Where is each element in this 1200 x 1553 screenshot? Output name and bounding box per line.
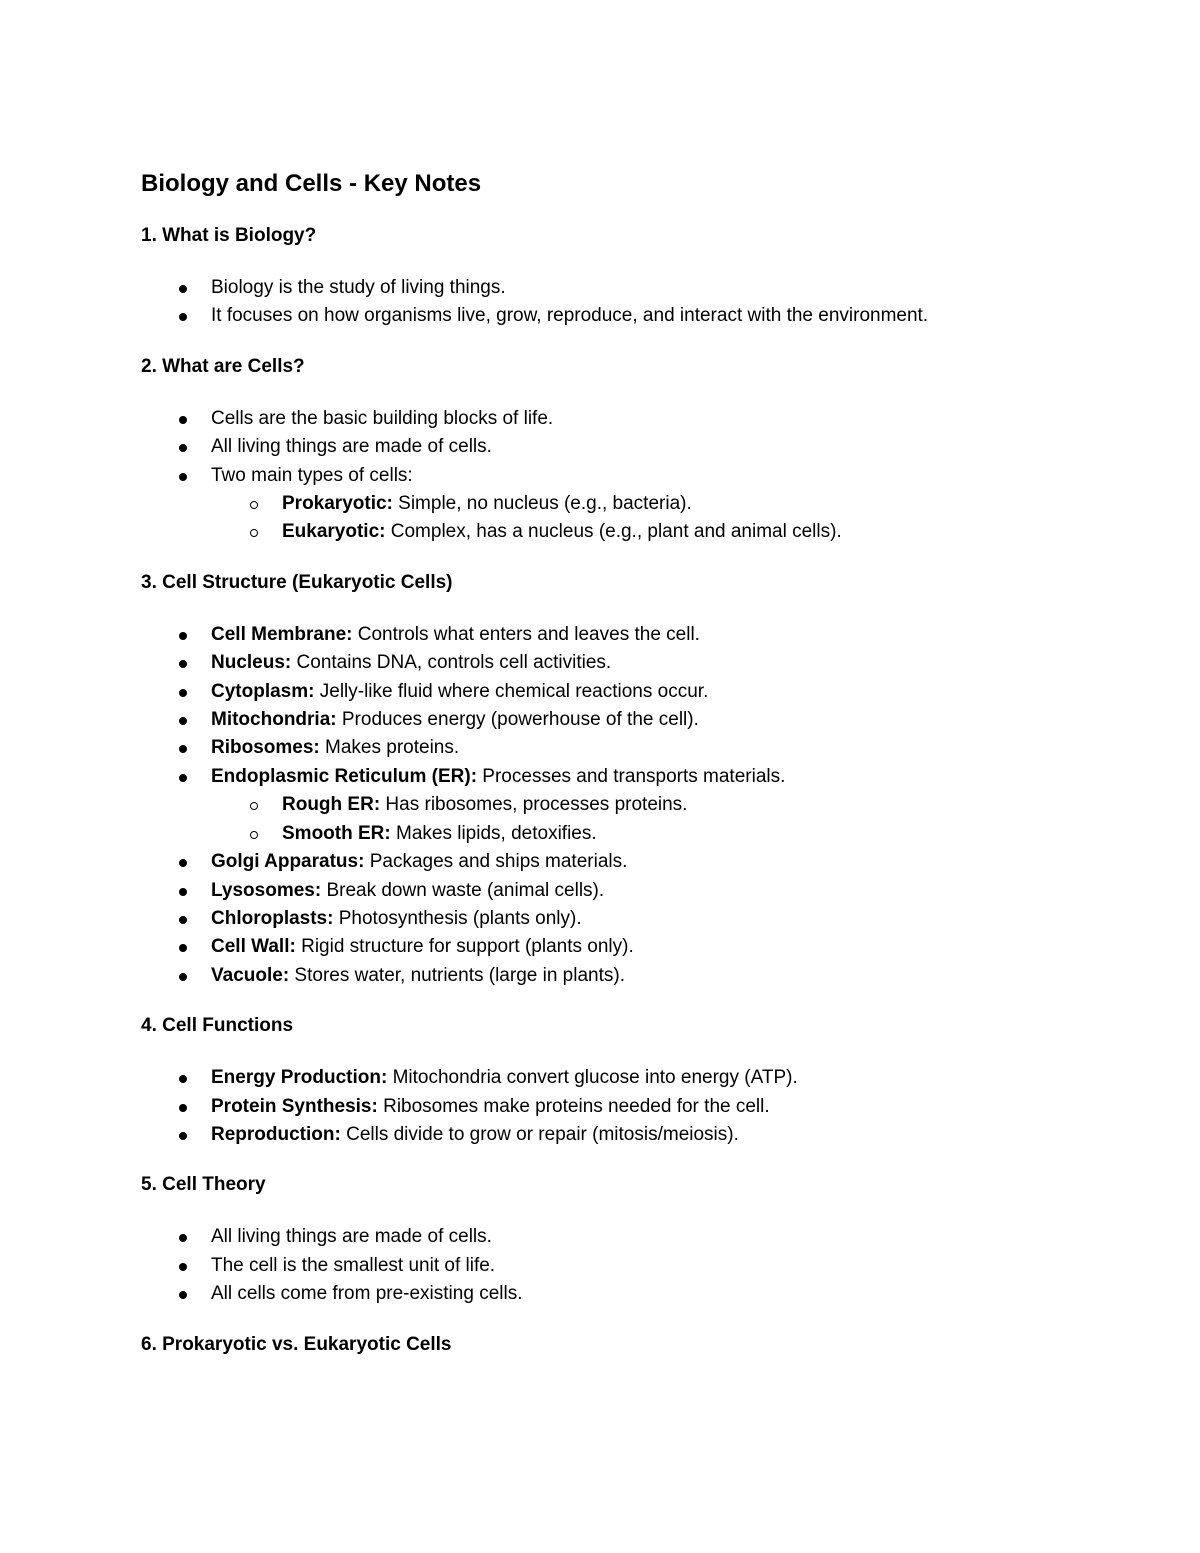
section <box>141 222 1200 331</box>
bullet-list <box>141 274 1200 331</box>
section <box>141 1012 1200 1149</box>
list-item <box>141 706 1200 734</box>
sub-list-item <box>141 820 1200 848</box>
item-text: Mitochondria convert glucose into energy (ATP). <box>387 1067 798 1089</box>
section-heading: 2. What are Cells? <box>141 355 305 377</box>
section-heading: 5. Cell Theory <box>141 1174 266 1196</box>
bold-term: Eukaryotic: <box>282 521 386 543</box>
bold-term: Ribosomes: <box>211 737 320 759</box>
item-text: Stores water, nutrients (large in plants). <box>289 964 625 986</box>
list-item <box>141 649 1200 677</box>
item-text: Break down waste (animal cells). <box>321 879 605 901</box>
item-text: All cells come from pre-existing cells. <box>211 1283 523 1305</box>
item-text: Controls what enters and leaves the cell. <box>352 623 700 645</box>
section <box>141 1331 1200 1359</box>
item-text: Simple, no nucleus (e.g., bacteria). <box>392 493 692 515</box>
item-text: Biology is the study of living things. <box>211 277 506 298</box>
item-text: Photosynthesis (plants only). <box>333 907 582 929</box>
bold-term: Protein Synthesis: <box>211 1095 378 1117</box>
bold-term: Cell Membrane: <box>211 623 353 645</box>
list-item <box>141 1252 1200 1280</box>
list-item <box>141 274 1200 302</box>
list-item <box>141 877 1200 905</box>
bold-term: Cytoplasm: <box>211 680 315 702</box>
bold-term: Rough ER: <box>282 794 381 816</box>
bold-term: Reproduction: <box>211 1123 341 1145</box>
list-item <box>141 1223 1200 1251</box>
section <box>141 353 1200 547</box>
bullet-list <box>141 405 1200 547</box>
item-text: Packages and ships materials. <box>364 851 628 873</box>
bold-term: Endoplasmic Reticulum (ER): <box>211 765 478 787</box>
bold-term: Chloroplasts: <box>211 907 334 929</box>
sub-list-item <box>141 791 1200 819</box>
item-text: All living things are made of cells. <box>211 436 492 458</box>
list-item <box>141 462 1200 490</box>
list-item <box>141 933 1200 961</box>
bold-term: Cell Wall: <box>211 936 296 958</box>
section-heading: 3. Cell Structure (Eukaryotic Cells) <box>141 571 453 593</box>
section-heading: 1. What is Biology? <box>141 225 317 246</box>
list-item <box>141 678 1200 706</box>
list-item <box>141 1121 1200 1149</box>
list-item <box>141 1093 1200 1121</box>
section <box>141 569 1200 990</box>
item-text: Has ribosomes, processes proteins. <box>380 794 688 816</box>
item-text: All living things are made of cells. <box>211 1226 492 1248</box>
bullet-list <box>141 1064 1200 1149</box>
list-item <box>141 433 1200 461</box>
section-heading: 4. Cell Functions <box>141 1015 294 1037</box>
bold-term: Mitochondria: <box>211 709 337 731</box>
list-item <box>141 962 1200 990</box>
item-text: Two main types of cells: <box>211 464 413 486</box>
bold-term: Vacuole: <box>211 964 290 986</box>
list-item <box>141 734 1200 762</box>
sub-list-item <box>141 518 1200 546</box>
item-text: Makes lipids, detoxifies. <box>390 822 597 844</box>
section <box>141 1171 1200 1308</box>
item-text: Rigid structure for support (plants only). <box>295 936 634 958</box>
item-text: It focuses on how organisms live, grow, reproduce, and interact with the environment. <box>211 305 929 327</box>
item-text: Produces energy (powerhouse of the cell). <box>336 709 699 731</box>
list-item <box>141 848 1200 876</box>
item-text: Jelly-like fluid where chemical reactions occur. <box>314 680 709 702</box>
bold-term: Energy Production: <box>211 1067 388 1089</box>
list-item <box>141 405 1200 433</box>
item-text: Complex, has a nucleus (e.g., plant and animal cells). <box>385 521 842 543</box>
list-item <box>141 302 1200 330</box>
section-heading: 6. Prokaryotic vs. Eukaryotic Cells <box>141 1333 452 1355</box>
list-item <box>141 1064 1200 1092</box>
item-text: Processes and transports materials. <box>477 765 786 787</box>
item-text: Cells divide to grow or repair (mitosis/meiosis). <box>340 1123 739 1145</box>
bold-term: Nucleus: <box>211 652 292 674</box>
list-item <box>141 763 1200 791</box>
bold-term: Prokaryotic: <box>282 493 393 515</box>
item-text: Ribosomes make proteins needed for the cell. <box>377 1095 770 1117</box>
document-title: Biology and Cells - Key Notes <box>141 170 482 197</box>
bold-term: Golgi Apparatus: <box>211 851 365 873</box>
list-item <box>141 905 1200 933</box>
list-item <box>141 621 1200 649</box>
bold-term: Lysosomes: <box>211 879 322 901</box>
bullet-list <box>141 621 1200 990</box>
item-text: Makes proteins. <box>319 737 460 759</box>
item-text: Cells are the basic building blocks of life. <box>211 407 554 429</box>
item-text: Contains DNA, controls cell activities. <box>291 652 612 674</box>
document-body <box>141 222 1200 1359</box>
list-item <box>141 1280 1200 1308</box>
bullet-list <box>141 1223 1200 1308</box>
sub-list-item <box>141 490 1200 518</box>
item-text: The cell is the smallest unit of life. <box>211 1254 496 1276</box>
bold-term: Smooth ER: <box>282 822 391 844</box>
